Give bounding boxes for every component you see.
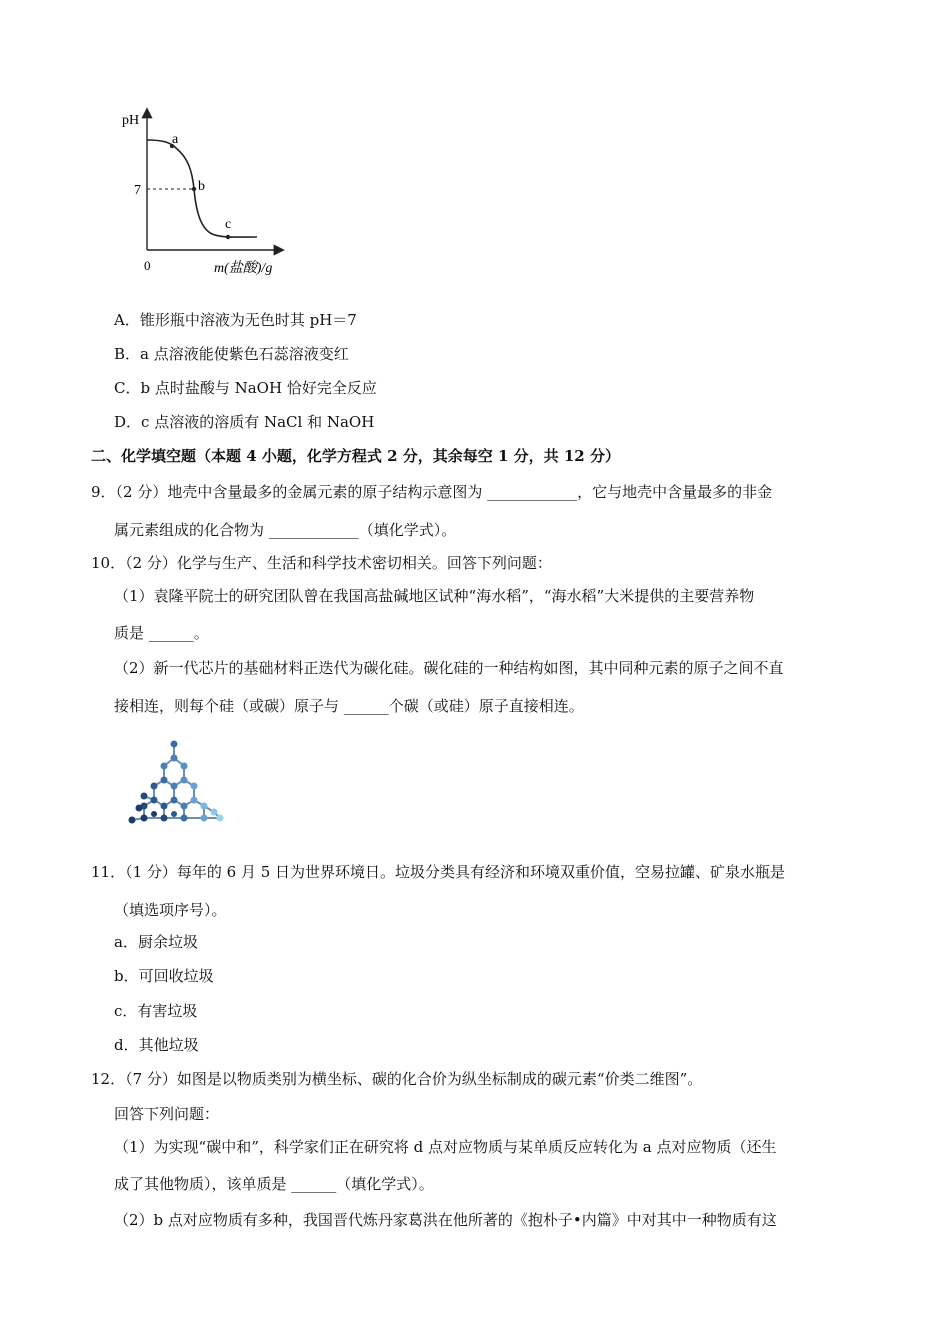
q9-line1: 9．（2 分）地壳中含量最多的金属元素的原子结构示意图为 ____________，它与地壳中含量最多的非金 (91, 483, 773, 501)
q8-option-d: D．c 点溶液的溶质有 NaCl 和 NaOH (114, 413, 375, 431)
point-b-dot (192, 187, 196, 191)
ph-titration-graph (110, 100, 310, 285)
origin-label: 0 (144, 258, 151, 273)
q10-part2-line1: （2）新一代芯片的基础材料正迭代为碳化硅。碳化硅的一种结构如图，其中同种元素的原子之间不直 (114, 659, 784, 677)
q8-option-c: C．b 点时盐酸与 NaOH 恰好完全反应 (114, 379, 377, 397)
q8-option-a: A．锥形瓶中溶液为无色时其 pH＝7 (114, 311, 357, 329)
section2-heading: 二、化学填空题（本题 4 小题，化学方程式 2 分，其余每空 1 分，共 12 分） (91, 447, 620, 465)
q12-prompt: 回答下列问题： (114, 1105, 220, 1123)
point-b-label: b (198, 179, 205, 194)
q10-part2-line2: 接相连，则每个硅（或碳）原子与 ______个碳（或硅）原子直接相连。 (114, 697, 584, 715)
q11-option-c: c．有害垃圾 (114, 1002, 198, 1020)
q11-option-d: d．其他垃圾 (114, 1036, 199, 1054)
q12-stem: 12．（7 分）如图是以物质类别为横坐标、碳的化合价为纵坐标制成的碳元素“价类二维图”。 (91, 1070, 703, 1088)
q11-line1: 11．（1 分）每年的 6 月 5 日为世界环境日。垃圾分类具有经济和环境双重价值，空易拉罐、矿泉水瓶是 (91, 863, 786, 881)
q12-part2-line1: （2）b 点对应物质有多种，我国晋代炼丹家葛洪在他所著的《抱朴子•内篇》中对其中一种物质有这 (114, 1211, 777, 1229)
point-c-dot (226, 235, 230, 239)
q11-option-a: a．厨余垃圾 (114, 933, 198, 951)
q12-part1-line1: （1）为实现“碳中和”，科学家们正在研究将 d 点对应物质与某单质反应转化为 a 点对应物质（还生 (114, 1138, 777, 1156)
point-a-label: a (172, 132, 179, 147)
x-axis-label: m(盐酸)/g (214, 261, 273, 276)
q10-stem: 10．（2 分）化学与生产、生活和科学技术密切相关。回答下列问题： (91, 554, 552, 572)
q11-option-b: b．可回收垃圾 (114, 967, 214, 985)
silicon-carbide-structure-image (124, 736, 234, 828)
q11-line2: （填选项序号）。 (114, 901, 227, 919)
q12-part1-line2: 成了其他物质），该单质是 ______（填化学式）。 (114, 1175, 434, 1193)
q8-option-b: B．a 点溶液能使紫色石蕊溶液变红 (114, 345, 349, 363)
y-tick-7: 7 (134, 183, 141, 198)
q9-line2: 属元素组成的化合物为 ____________（填化学式）。 (114, 521, 457, 539)
q10-part1-line1: （1）袁隆平院士的研究团队曾在我国高盐碱地区试种“海水稻”，“海水稻”大米提供的主要营养物 (114, 587, 755, 605)
y-axis-label: pH (122, 113, 140, 128)
q10-part1-line2: 质是 ______。 (114, 624, 209, 642)
point-c-label: c (225, 217, 232, 232)
